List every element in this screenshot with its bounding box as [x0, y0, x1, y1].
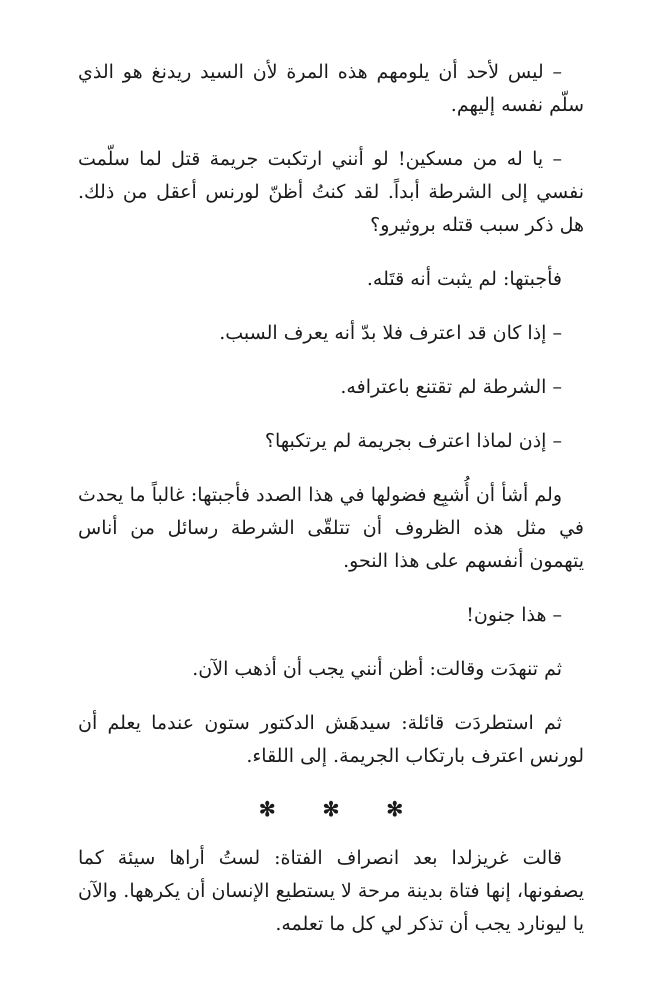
- paragraph-9: ثم تنهدَت وقالت: أظن أنني يجب أن أذهب الآن.: [192, 658, 562, 680]
- paragraph-8: – هذا جنون!: [466, 604, 562, 626]
- paragraph-4: – إذا كان قد اعترف فلا بدّ أنه يعرف السبب.: [219, 322, 562, 344]
- section-separator: ✻ ✻ ✻: [258, 797, 424, 821]
- paragraph-6: – إذن لماذا اعترف بجريمة لم يرتكبها؟: [264, 430, 562, 452]
- book-page: [78, 56, 584, 941]
- paragraph-2: – يا له من مسكين! لو أنني ارتكبت جريمة قتل لما سلّمت نفسي إلى الشرطة أبداً. لقد كنتُ أظنّ لورنس أعقل من ذلك. هل ذكر سبب قتله بروثيرو؟: [78, 148, 584, 236]
- paragraph-1: – ليس لأحد أن يلومهم هذه المرة لأن السيد ريدنغ هو الذي سلّم نفسه إليهم.: [78, 61, 584, 116]
- paragraph-3: فأجبتها: لم يثبت أنه قتَله.: [366, 268, 562, 290]
- closing-paragraph: قالت غريزلدا بعد انصراف الفتاة: لستُ أراها سيئة كما يصفونها، إنها فتاة بدينة مرحة لا يستطيع الإنسان أن يكرهها. والآن يا ليونارد يجب أن تذكر لي كل ما تعلمه.: [78, 847, 584, 935]
- paragraph-10: ثم استطردَت قائلة: سيدهَش الدكتور ستون عندما يعلم أن لورنس اعترف بارتكاب الجريمة. إلى اللقاء.: [78, 712, 584, 767]
- paragraph-7: ولم أشأ أن أُشبِع فضولها في هذا الصدد فأجبتها: غالباً ما يحدث في مثل هذه الظروف أن تتلقّى الشرطة رسائل من أناس يتهمون أنفسهم على هذا النحو.: [78, 484, 584, 572]
- paragraph-5: – الشرطة لم تقتنع باعترافه.: [340, 376, 562, 398]
